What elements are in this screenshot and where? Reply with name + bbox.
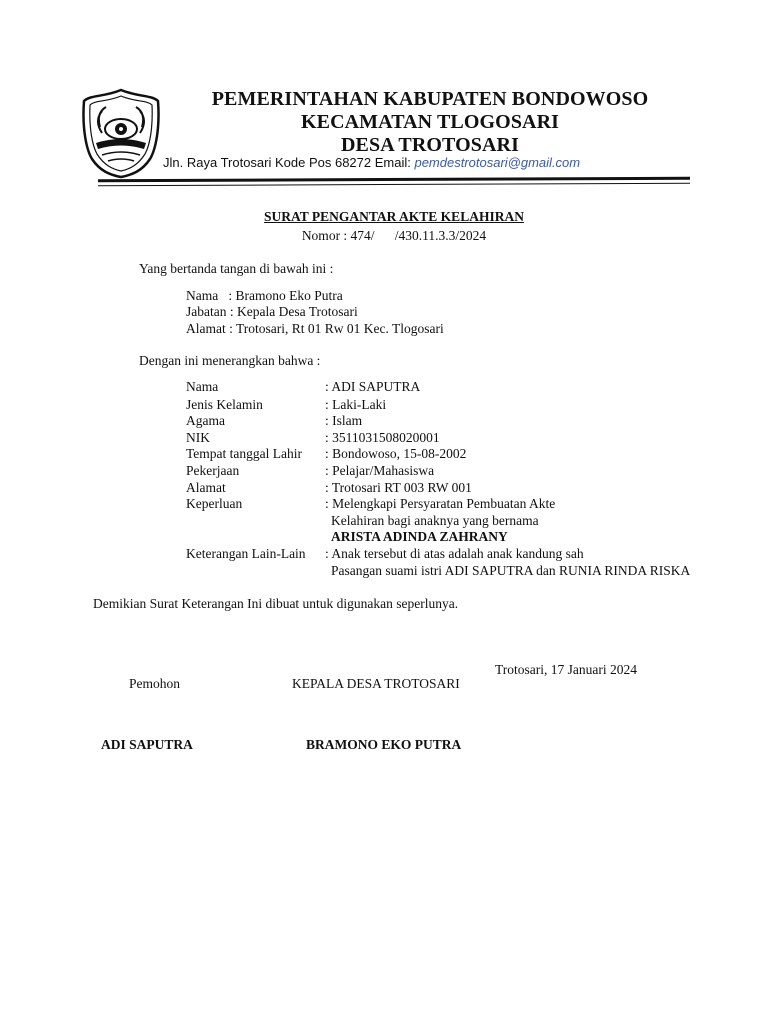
detail-label: Agama (186, 413, 225, 428)
detail-label: Alamat (186, 480, 226, 495)
signer-name: Nama : Bramono Eko Putra (186, 288, 343, 303)
letter-number: Nomor : 474/ /430.11.3.3/2024 (301, 228, 487, 243)
applicant-label: Pemohon (129, 676, 181, 691)
detail-value: : Melengkapi Persyaratan Pembuatan Akte (325, 496, 556, 511)
detail-label: Nama (186, 379, 219, 394)
other-info-line1: : Anak tersebut di atas adalah anak kandung sah (325, 546, 584, 561)
detail-value: : Bondowoso, 15-08-2002 (325, 446, 467, 461)
detail-label: Keperluan (186, 496, 243, 511)
signer-address: Alamat : Trotosari, Rt 01 Rw 01 Kec. Tlogosari (186, 321, 444, 336)
letterhead-rule-thin (98, 182, 690, 186)
detail-value: : Pelajar/Mahasiswa (325, 463, 435, 478)
signer-position: Jabatan : Kepala Desa Trotosari (186, 304, 358, 319)
other-info-line2: Pasangan suami istri ADI SAPUTRA dan RUNIA RINDA RISKA (331, 563, 691, 578)
detail-value: : ADI SAPUTRA (325, 379, 421, 394)
letter-title: SURAT PENGANTAR AKTE KELAHIRAN (264, 209, 524, 224)
signer-intro: Yang bertanda tangan di bawah ini : (139, 261, 334, 276)
applicant-name: ADI SAPUTRA (101, 737, 193, 752)
detail-value: : Trotosari RT 003 RW 001 (325, 480, 472, 495)
purpose-continuation: Kelahiran bagi anaknya yang bernama (331, 513, 539, 528)
letterhead-village: DESA TROTOSARI (341, 134, 519, 156)
letterhead-district: KECAMATAN TLOGOSARI (300, 111, 560, 133)
child-name: ARISTA ADINDA ZAHRANY (331, 529, 508, 544)
village-head-label: KEPALA DESA TROTOSARI (292, 676, 460, 691)
other-info-label: Keterangan Lain-Lain (186, 546, 306, 561)
place-date: Trotosari, 17 Januari 2024 (495, 662, 637, 677)
detail-label: Jenis Kelamin (186, 397, 263, 412)
detail-label: Tempat tanggal Lahir (186, 446, 303, 461)
letterhead-government: PEMERINTAHAN KABUPATEN BONDOWOSO (211, 88, 649, 110)
detail-value: : Islam (325, 413, 363, 428)
detail-value: : Laki-Laki (325, 397, 387, 412)
village-head-name: BRAMONO EKO PUTRA (306, 737, 462, 752)
letterhead-email: pemdestrotosari@gmail.com (414, 155, 581, 170)
letterhead-address: Jln. Raya Trotosari Kode Pos 68272 Email: pemdestrotosari@gmail.com (163, 155, 581, 170)
detail-value: : 3511031508020001 (325, 430, 440, 445)
statement-intro: Dengan ini menerangkan bahwa : (139, 353, 321, 368)
closing-statement: Demikian Surat Keterangan Ini dibuat untuk digunakan seperlunya. (93, 596, 459, 611)
regency-emblem-logo (80, 87, 162, 179)
letterhead-rule-thick (98, 177, 690, 183)
detail-label: Pekerjaan (186, 463, 240, 478)
detail-label: NIK (186, 430, 210, 445)
